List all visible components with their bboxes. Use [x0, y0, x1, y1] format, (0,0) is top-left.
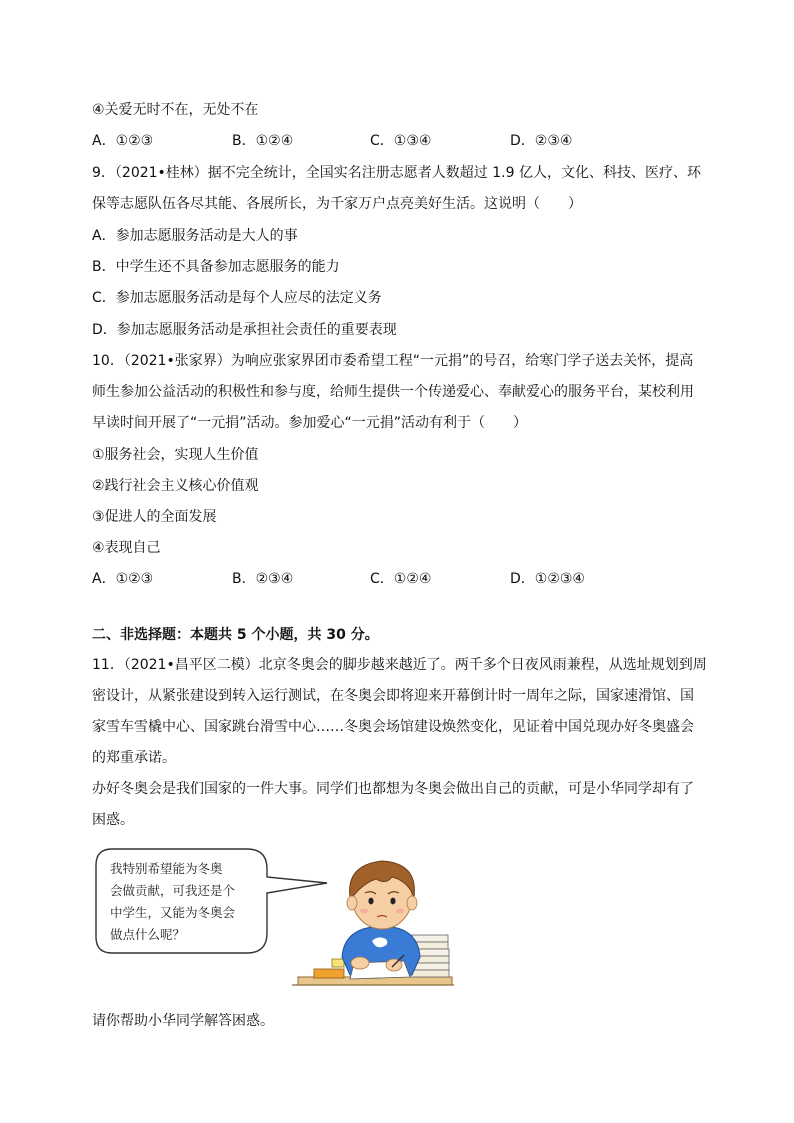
q9-option-a[interactable]: A．参加志愿服务活动是大人的事	[92, 228, 298, 244]
q9-stem-line-1: 9．（2021•桂林）据不完全统计，全国实名注册志愿者人数超过 1.9 亿人，文化、科技、医疗、环	[92, 165, 701, 181]
q10-item-1: ①服务社会，实现人生价值	[92, 447, 259, 463]
section-2-title: 二、非选择题：本题共 5 个小题，共 30 分。	[92, 627, 379, 643]
bubble-line-1: 我特别希望能为冬奥	[110, 861, 223, 876]
q10-stem-line-2: 师生参加公益活动的积极性和参与度，给师生提供一个传递爱心、奉献爱心的服务平台，某校利用	[92, 384, 694, 400]
q9-stem-line-2: 保等志愿队伍各尽其能、各展所长，为千家万户点亮美好生活。这说明（ ）	[92, 196, 582, 212]
q10-item-4: ④表现自己	[92, 540, 161, 556]
q10-stem-line-3: 早读时间开展了“一元捐”活动。参加爱心“一元捐”活动有利于（ ）	[92, 415, 528, 431]
q10-options	[92, 570, 702, 588]
bubble-line-3: 中学生，又能为冬奥会	[110, 905, 236, 920]
speech-bubble	[96, 849, 327, 953]
q8-item-4: ④关爱无时不在，无处不在	[92, 102, 259, 118]
q10-option-d[interactable]: D．①②③④	[510, 571, 585, 587]
q9-option-d[interactable]: D．参加志愿服务活动是承担社会责任的重要表现	[92, 322, 397, 338]
student-illustration	[92, 845, 457, 990]
q9-option-c[interactable]: C．参加志愿服务活动是每个人应尽的法定义务	[92, 290, 382, 306]
q10-item-2: ②践行社会主义核心价值观	[92, 478, 259, 494]
q11-stem-line-4: 的郑重承诺。	[92, 750, 176, 766]
q11-stem-line-1: 11．（2021•昌平区二模）北京冬奥会的脚步越来越近了。两千多个日夜风雨兼程，从选址规划到周	[92, 657, 707, 673]
q11-para2-line-2: 困惑。	[92, 812, 134, 828]
bubble-line-4: 做点什么呢？	[110, 927, 186, 942]
q8-option-d[interactable]: D．②③④	[510, 133, 573, 149]
q10-option-b[interactable]: B．②③④	[232, 571, 294, 587]
q10-stem-line-1: 10．（2021•张家界）为响应张家界团市委希望工程“一元捐”的号召，给寒门学子送去关怀，提高	[92, 353, 694, 369]
q10-option-a[interactable]: A．①②③	[92, 571, 154, 587]
q8-options	[92, 132, 702, 150]
q11-stem-line-2: 密设计，从紧张建设到转入运行测试，在冬奥会即将迎来开幕倒计时一周年之际，国家速滑馆、国	[92, 688, 694, 704]
bubble-line-2: 会做贡献，可我还是个	[110, 883, 236, 898]
q10-item-3: ③促进人的全面发展	[92, 509, 217, 525]
q8-option-a[interactable]: A．①②③	[92, 133, 154, 149]
q9-option-b[interactable]: B．中学生还不具备参加志愿服务的能力	[92, 259, 340, 275]
student-figure	[292, 861, 454, 985]
q11-stem-line-3: 家雪车雪橇中心、国家跳台滑雪中心……冬奥会场馆建设焕然变化，见证着中国兑现办好冬奥盛会	[92, 719, 694, 735]
q11-prompt: 请你帮助小华同学解答困惑。	[92, 1013, 274, 1029]
q8-option-c[interactable]: C．①③④	[370, 133, 432, 149]
q8-option-b[interactable]: B．①②④	[232, 133, 294, 149]
q10-option-c[interactable]: C．①②④	[370, 571, 432, 587]
q11-para2-line-1: 办好冬奥会是我们国家的一件大事。同学们也都想为冬奥会做出自己的贡献，可是小华同学却有了	[92, 781, 694, 797]
